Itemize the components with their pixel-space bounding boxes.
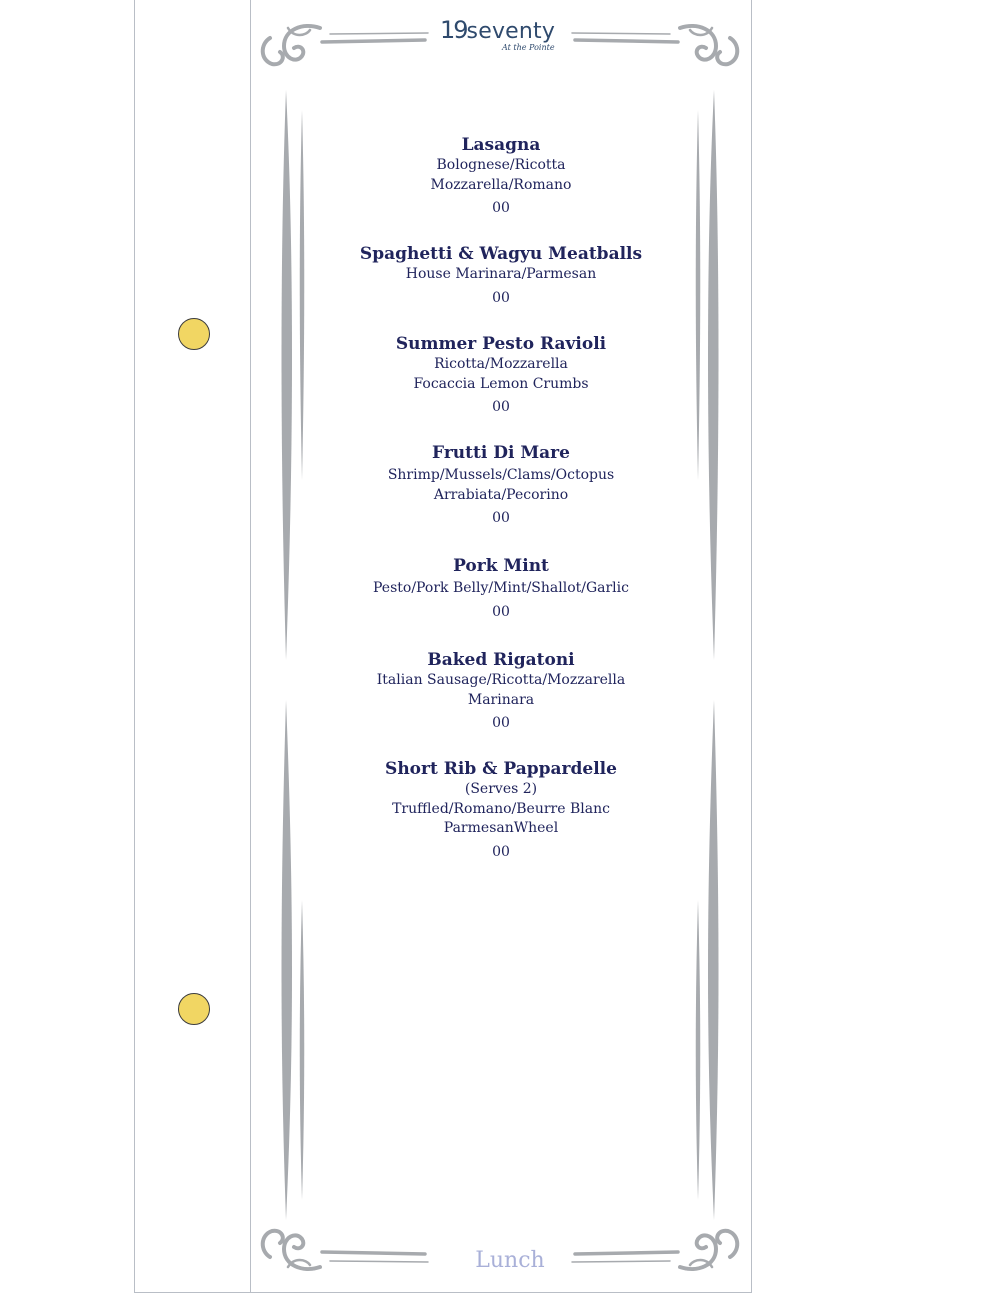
menu-item-price: 00 bbox=[492, 399, 510, 415]
menu-item bbox=[351, 333, 651, 417]
binder-rivet-top bbox=[178, 318, 210, 350]
menu-item-name: Short Rib & Pappardelle bbox=[385, 759, 617, 779]
menu-item-price: 00 bbox=[492, 510, 510, 526]
menu-item-price: 00 bbox=[492, 715, 510, 731]
menu-item-name: Baked Rigatoni bbox=[427, 650, 575, 670]
menu-item-description: Focaccia Lemon Crumbs bbox=[413, 375, 589, 392]
menu-item-description: Arrabiata/Pecorino bbox=[433, 486, 569, 503]
menu-section-label: Lunch bbox=[475, 1248, 545, 1273]
menu-item-description: House Marinara/Parmesan bbox=[405, 266, 597, 282]
menu-item-description: Pesto/Pork Belly/Mint/Shallot/Garlic bbox=[373, 580, 629, 596]
menu-item-name: Pork Mint bbox=[453, 556, 549, 576]
menu-item bbox=[351, 243, 651, 308]
menu-item bbox=[351, 758, 651, 862]
brand-logo-number: 19 bbox=[440, 16, 467, 44]
menu-item-name: Frutti Di Mare bbox=[432, 443, 570, 463]
brand-logo-tagline: At the Pointe bbox=[502, 43, 555, 52]
menu-item-description: Italian Sausage/Ricotta/Mozzarella bbox=[376, 672, 626, 688]
menu-item-description: Marinara bbox=[467, 691, 535, 708]
menu-item bbox=[351, 442, 651, 528]
menu-item-name: Spaghetti & Wagyu Meatballs bbox=[359, 244, 643, 264]
menu-item-price: 00 bbox=[492, 843, 510, 860]
menu-item-description: (Serves 2) bbox=[464, 781, 538, 797]
menu-item-description: Mozzarella/Romano bbox=[430, 176, 572, 193]
menu-item bbox=[351, 134, 651, 218]
binder-rivet-bottom bbox=[178, 993, 210, 1025]
menu-item-description: Ricotta/Mozzarella bbox=[434, 356, 568, 372]
menu-item-description: Truffled/Romano/Beurre Blanc bbox=[392, 800, 610, 817]
menu-item-description: Bolognese/Ricotta bbox=[436, 157, 566, 173]
menu-item-price: 00 bbox=[492, 603, 510, 620]
menu-item-price: 00 bbox=[492, 289, 510, 306]
brand-logo-wordmark bbox=[440, 16, 555, 44]
menu-item-name: Lasagna bbox=[461, 135, 541, 155]
brand-logo-word: seventy bbox=[466, 19, 556, 44]
menu-item bbox=[351, 555, 651, 622]
menu-item-name: Summer Pesto Ravioli bbox=[395, 334, 607, 354]
menu-item-description: ParmesanWheel bbox=[443, 820, 559, 836]
menu-item bbox=[351, 649, 651, 733]
menu-item-description: Shrimp/Mussels/Clams/Octopus bbox=[387, 467, 615, 483]
brand-logo bbox=[440, 16, 565, 56]
menu-item-price: 00 bbox=[492, 200, 510, 216]
